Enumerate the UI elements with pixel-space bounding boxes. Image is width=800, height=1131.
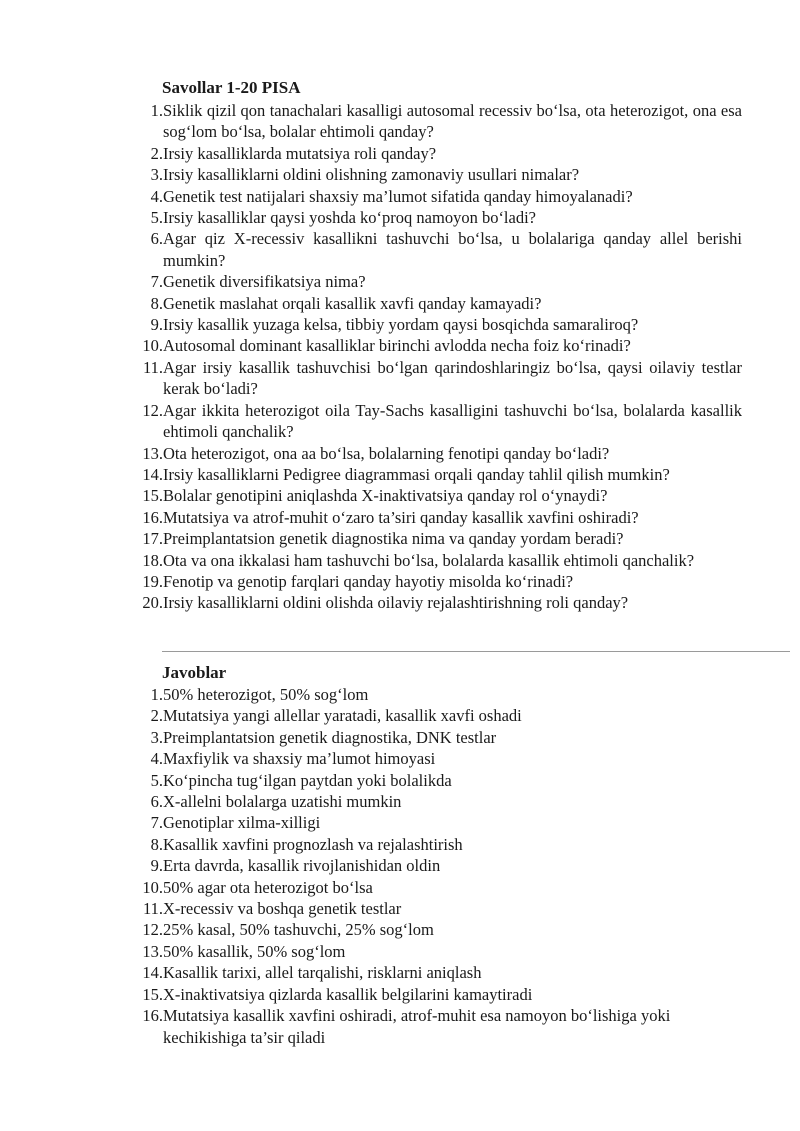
answer-item-text: 50% kasallik, 50% sog‘lom <box>163 941 346 961</box>
question-item <box>133 571 742 592</box>
answer-item-number: 12. <box>142 920 163 940</box>
question-item <box>133 592 742 613</box>
answer-item-text: X-inaktivatsiya qizlarda kasallik belgilarini kamaytiradi <box>163 984 533 1004</box>
question-item-text: Irsiy kasalliklarda mutatsiya roli qanday? <box>163 143 437 163</box>
question-item-text: Irsiy kasalliklarni oldini olishning zamonaviy usullari nimalar? <box>163 165 580 185</box>
answer-item-text: 25% kasal, 50% tashuvchi, 25% sog‘lom <box>163 920 434 940</box>
question-item-number: 12. <box>142 400 163 420</box>
question-item-text: Preimplantatsion genetik diagnostika nima va qanday yordam beradi? <box>163 529 624 549</box>
answer-item-number: 8. <box>150 834 163 854</box>
question-item <box>133 507 742 528</box>
answer-item-number: 9. <box>150 856 163 876</box>
question-item <box>133 207 742 228</box>
question-item <box>133 357 742 400</box>
answer-item <box>133 919 742 940</box>
answer-item-number: 15. <box>142 984 163 1004</box>
answer-item <box>133 877 742 898</box>
answer-item-text: X-recessiv va boshqa genetik testlar <box>163 899 402 919</box>
answer-item-number: 6. <box>150 792 163 812</box>
question-item-number: 5. <box>150 208 163 228</box>
question-item-number: 1. <box>150 101 163 120</box>
question-item <box>133 314 742 335</box>
question-item-text: Agar ikkita heterozigot oila Tay-Sachs kasalligini tashuvchi bo‘lsa, bolalarda kasallik ehtimoli qanchalik? <box>163 400 742 442</box>
question-item <box>133 528 742 549</box>
question-item-text: Genetik maslahat orqali kasallik xavfi qanday kamayadi? <box>163 293 542 313</box>
answer-item-text: 50% agar ota heterozigot bo‘lsa <box>163 877 373 897</box>
question-item-text: Genetik test natijalari shaxsiy ma’lumot sifatida qanday himoyalanadi? <box>163 186 633 206</box>
answer-item-number: 2. <box>150 706 163 726</box>
answer-item-text: Genotiplar xilma-xilligi <box>163 813 321 833</box>
question-item-number: 10. <box>142 336 163 356</box>
question-item-text: Agar qiz X-recessiv kasallikni tashuvchi bo‘lsa, u bolalariga qanday allel berishi mumkin? <box>163 229 742 270</box>
question-item <box>133 464 742 485</box>
answer-item-text: X-allelni bolalarga uzatishi mumkin <box>163 792 402 812</box>
answer-item <box>133 705 742 726</box>
question-item-number: 4. <box>150 186 163 206</box>
question-item-number: 3. <box>150 165 163 185</box>
question-item-number: 16. <box>142 507 163 527</box>
answer-item-number: 10. <box>142 877 163 897</box>
answers-heading: Javoblar <box>162 663 227 682</box>
question-item-number: 11. <box>142 357 163 377</box>
question-item-text: Ota va ona ikkalasi ham tashuvchi bo‘lsa, bolalarda kasallik ehtimoli qanchalik? <box>163 550 695 570</box>
answer-item <box>133 748 742 769</box>
question-item <box>133 485 742 506</box>
answer-item <box>133 770 742 791</box>
question-item <box>133 293 742 314</box>
answer-item <box>133 727 742 748</box>
answer-item-text: Maxfiylik va shaxsiy ma’lumot himoyasi <box>163 749 436 769</box>
answer-item-text: Ko‘pincha tug‘ilgan paytdan yoki bolalikda <box>163 770 452 790</box>
answer-item-text: Erta davrda, kasallik rivojlanishidan oldin <box>163 856 441 876</box>
question-item-text: Ota heterozigot, ona aa bo‘lsa, bolalarning fenotipi qanday bo‘ladi? <box>163 443 610 463</box>
question-item <box>133 164 742 185</box>
question-item-number: 6. <box>150 229 163 249</box>
question-item-number: 14. <box>142 464 163 484</box>
question-item-text: Mutatsiya va atrof-muhit o‘zaro ta’siri qanday kasallik xavfini oshiradi? <box>163 507 639 527</box>
question-item <box>133 186 742 207</box>
question-item-number: 8. <box>150 293 163 313</box>
answer-item-text: 50% heterozigot, 50% sog‘lom <box>163 685 369 704</box>
answer-item-number: 5. <box>150 770 163 790</box>
question-item-text: Irsiy kasalliklarni Pedigree diagrammasi orqali qanday tahlil qilish mumkin? <box>163 464 670 484</box>
question-item-number: 2. <box>150 143 163 163</box>
question-item-number: 20. <box>142 593 163 613</box>
answers-list <box>133 684 742 1048</box>
question-item-text: Siklik qizil qon tanachalari kasalligi autosomal recessiv bo‘lsa, ota heterozigot, ona esa sog‘lom bo‘lsa, bolalar ehtimoli qanday? <box>163 101 742 142</box>
question-item <box>133 100 742 143</box>
answer-item <box>133 791 742 812</box>
question-item <box>133 228 742 271</box>
question-item-text: Agar irsiy kasallik tashuvchisi bo‘lgan qarindoshlaringiz bo‘lsa, qaysi oilaviy testlar kerak bo‘ladi? <box>163 357 742 399</box>
question-item-text: Irsiy kasallik yuzaga kelsa, tibbiy yordam qaysi bosqichda samaraliroq? <box>163 315 639 335</box>
answer-item <box>133 898 742 919</box>
answer-item <box>133 984 742 1005</box>
question-item-text: Genetik diversifikatsiya nima? <box>163 272 366 292</box>
answer-item <box>133 684 742 705</box>
questions-heading: Savollar 1-20 PISA <box>162 78 301 97</box>
question-item <box>133 550 742 571</box>
question-item <box>133 143 742 164</box>
question-item-text: Fenotip va genotip farqlari qanday hayotiy misolda ko‘rinadi? <box>163 571 574 591</box>
question-item-text: Autosomal dominant kasalliklar birinchi avlodda necha foiz ko‘rinadi? <box>163 336 631 356</box>
answer-item <box>133 855 742 876</box>
answer-item-number: 4. <box>150 749 163 769</box>
question-item-number: 18. <box>142 550 163 570</box>
question-item <box>133 400 742 443</box>
question-item-number: 19. <box>142 571 163 591</box>
answer-item-number: 16. <box>142 1006 163 1026</box>
question-item <box>133 271 742 292</box>
answer-item <box>133 834 742 855</box>
question-item-text: Bolalar genotipini aniqlashda X-inaktivatsiya qanday rol o‘ynaydi? <box>163 486 608 506</box>
questions-list <box>133 100 742 614</box>
answer-item-text: Preimplantatsion genetik diagnostika, DNK testlar <box>163 727 497 747</box>
answer-item <box>133 1005 742 1048</box>
answer-item-number: 1. <box>150 685 163 704</box>
question-item-text: Irsiy kasalliklar qaysi yoshda ko‘proq namoyon bo‘ladi? <box>163 208 536 228</box>
answer-item-number: 11. <box>142 899 163 919</box>
question-item-number: 9. <box>150 315 163 335</box>
answer-item-number: 14. <box>142 963 163 983</box>
answer-item-number: 13. <box>142 941 163 961</box>
question-item-text: Irsiy kasalliklarni oldini olishda oilaviy rejalashtirishning roli qanday? <box>163 593 629 613</box>
question-item <box>133 443 742 464</box>
question-item-number: 17. <box>142 529 163 549</box>
section-divider <box>162 651 790 652</box>
question-item-number: 15. <box>142 486 163 506</box>
question-item <box>133 335 742 356</box>
answer-item-number: 3. <box>150 727 163 747</box>
answer-item <box>133 941 742 962</box>
question-item-number: 13. <box>142 443 163 463</box>
question-item-number: 7. <box>150 272 163 292</box>
answer-item-text: Mutatsiya kasallik xavfini oshiradi, atrof-muhit esa namoyon bo‘lishiga yoki kechikishiga ta’sir qiladi <box>163 1006 671 1047</box>
answer-item-number: 7. <box>150 813 163 833</box>
answer-item-text: Kasallik tarixi, allel tarqalishi, risklarni aniqlash <box>163 963 482 983</box>
answer-item-text: Mutatsiya yangi allellar yaratadi, kasallik xavfi oshadi <box>163 706 522 726</box>
answer-item <box>133 812 742 833</box>
answer-item <box>133 962 742 983</box>
answer-item-text: Kasallik xavfini prognozlash va rejalashtirish <box>163 834 463 854</box>
